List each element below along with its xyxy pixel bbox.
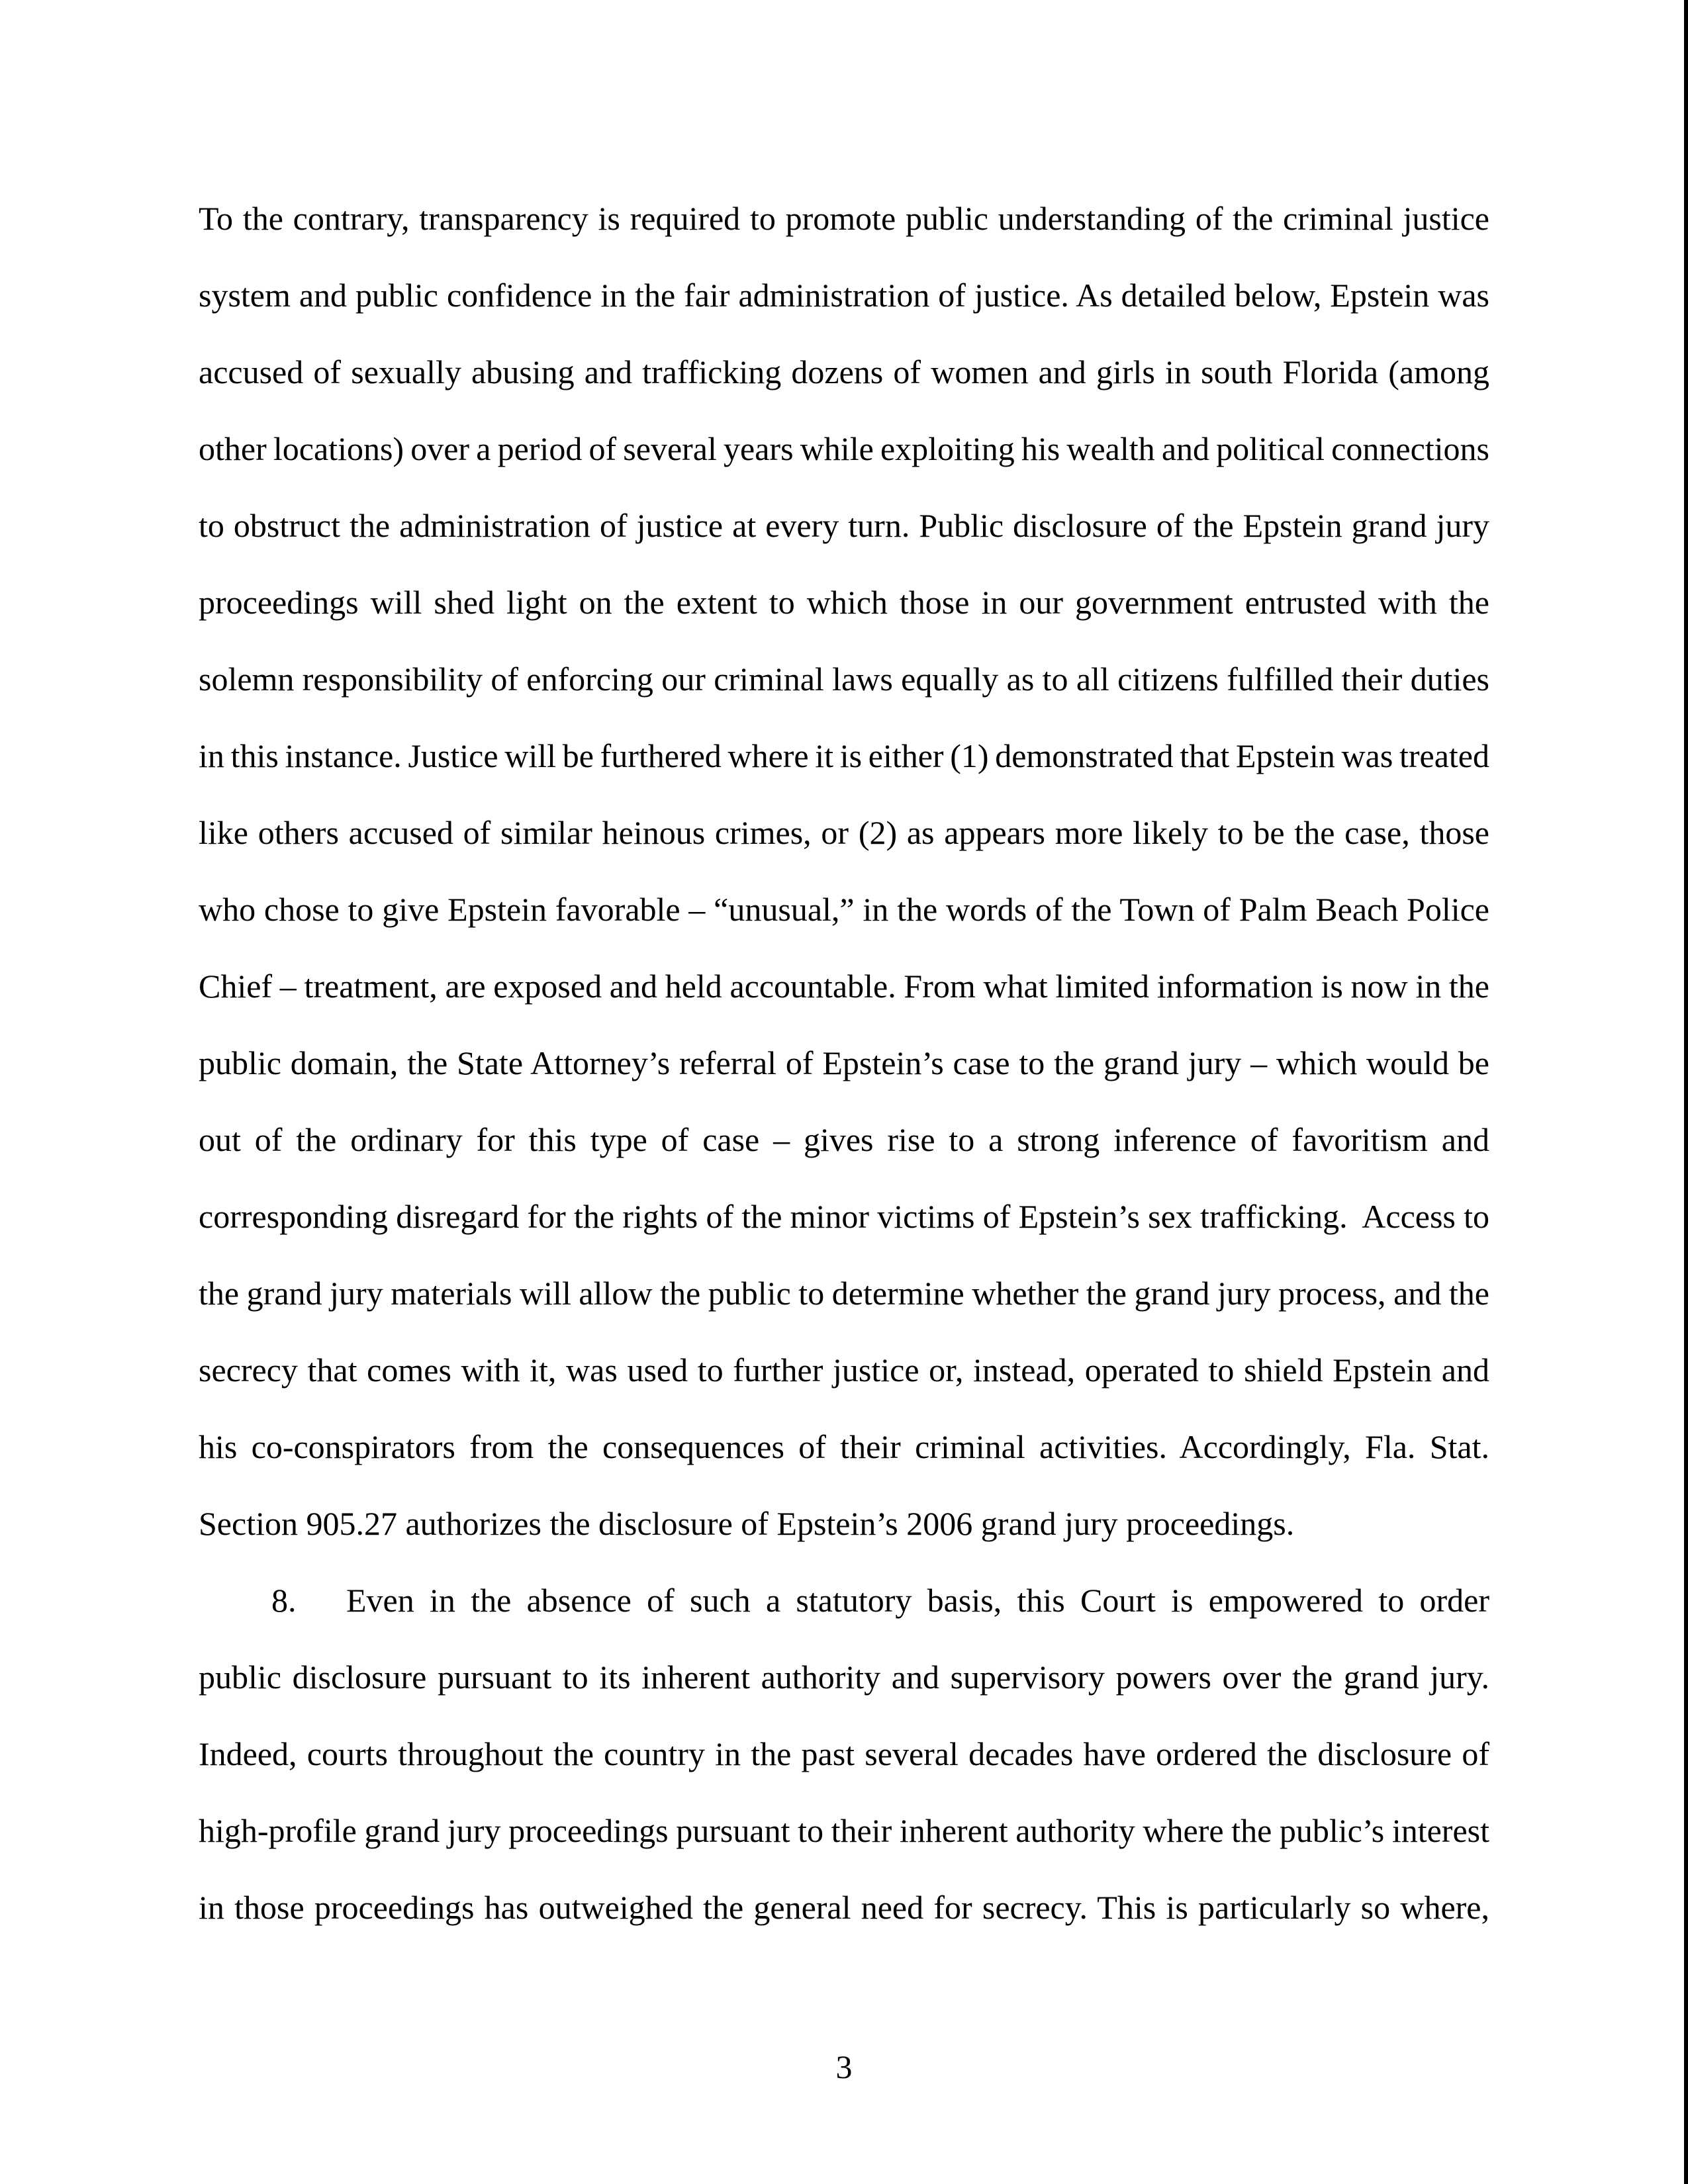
text-line: other locations) over a period of several years while exploiting his wealth and political connections: [199, 430, 1489, 467]
text-line: accused of sexually abusing and trafficking dozens of women and girls in south Florida (among: [199, 353, 1489, 390]
text-line: solemn responsibility of enforcing our criminal laws equally as to all citizens fulfilled their duties: [199, 660, 1489, 698]
text-line: high-profile grand jury proceedings pursuant to their inherent authority where the public’s interest: [199, 1812, 1489, 1849]
text-line: To the contrary, transparency is required to promote public understanding of the criminal justice: [199, 200, 1489, 237]
text-line: in this instance. Justice will be furthered where it is either (1) demonstrated that Epstein was treated: [199, 737, 1489, 774]
page-number: 3: [835, 2048, 853, 2085]
text-line: to obstruct the administration of justice at every turn. Public disclosure of the Epstein grand jury: [199, 507, 1489, 544]
text-line: out of the ordinary for this type of case – gives rise to a strong inference of favoritism and: [199, 1121, 1489, 1158]
text-line: system and public confidence in the fair administration of justice. As detailed below, Epstein was: [199, 277, 1489, 314]
text-line: who chose to give Epstein favorable – “unusual,” in the words of the Town of Palm Beach Police: [199, 891, 1489, 928]
paragraph-number: 8.: [271, 1582, 297, 1619]
text-line: Indeed, courts throughout the country in the past several decades have ordered the disclosure of: [199, 1735, 1489, 1772]
document-body: [199, 180, 1489, 1946]
text-line: Section 905.27 authorizes the disclosure of Epstein’s 2006 grand jury proceedings.: [199, 1505, 1295, 1542]
text-line: 8. Even in the absence of such a statutory basis, this Court is empowered to order: [199, 1562, 1489, 1639]
text-line: like others accused of similar heinous crimes, or (2) as appears more likely to be the case, those: [199, 814, 1489, 851]
text-line: Chief – treatment, are exposed and held accountable. From what limited information is now in the: [199, 968, 1489, 1005]
text-line: his co-conspirators from the consequences of their criminal activities. Accordingly, Fla. Stat.: [199, 1428, 1489, 1465]
text-line: public disclosure pursuant to its inherent authority and supervisory powers over the grand jury.: [199, 1659, 1489, 1696]
scan-edge-artifact: [1684, 0, 1688, 2184]
text-line: public domain, the State Attorney’s referral of Epstein’s case to the grand jury – which would be: [199, 1044, 1489, 1081]
text-line: in those proceedings has outweighed the general need for secrecy. This is particularly so where,: [199, 1889, 1489, 1926]
text-line: the grand jury materials will allow the public to determine whether the grand jury process, and the: [199, 1275, 1489, 1312]
text-line: proceedings will shed light on the extent to which those in our government entrusted with the: [199, 584, 1489, 621]
text-line: secrecy that comes with it, was used to further justice or, instead, operated to shield Epstein and: [199, 1351, 1489, 1388]
text-line: corresponding disregard for the rights of the minor victims of Epstein’s sex trafficking. Access to: [199, 1198, 1489, 1235]
